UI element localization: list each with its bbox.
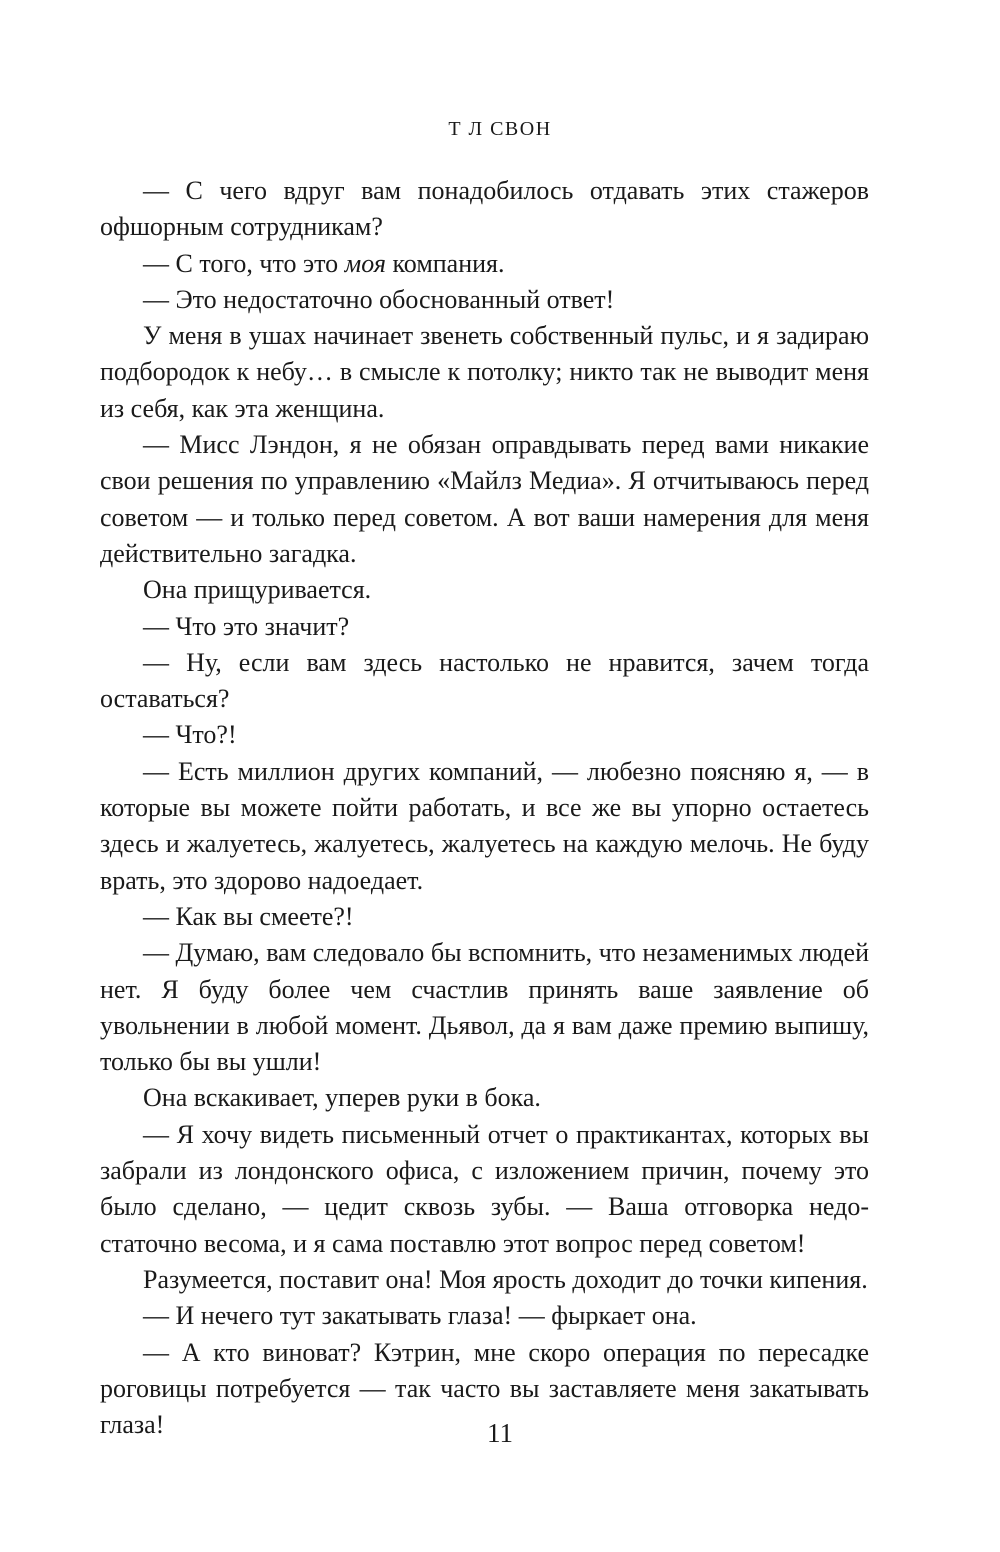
paragraph-text: — С того, что это [143,248,345,278]
body-text [100,173,869,1443]
paragraph: — Думаю, вам следовало бы вспомнить, что незаменимых людей нет. Я буду более чем счастлив принять ваше заявление об увольнении в любой момент. Дьявол, да я вам даже премию выпишу, только бы вы ушли! [100,938,869,1077]
paragraph [100,246,869,282]
paragraph: Она вскакивает, уперев руки в бока. [143,1083,541,1113]
paragraph: — Что это значит? [143,611,350,641]
paragraph: — С чего вдруг вам понадобилось отдавать этих стажеров офшорным сотрудникам? [100,176,869,242]
paragraph: — Что?! [143,720,237,750]
paragraph: — Мисс Лэндон, я не обязан оправдывать перед вами никакие свои решения по управлению «Майлз Медиа». Я отчитываюсь перед советом — и только перед советом. А вот ваши намерения для меня действительно загадка. [100,430,869,568]
paragraph: Она прищуривается. [143,575,372,605]
paragraph: — Есть миллион других компаний, — любезно поясняю я, — в которые вы можете пойти работать, и все же вы упорно остаетесь здесь и жалуетесь, жалуетесь, жалуетесь на каждую мелочь. Не буду врать, это здорово надоедает. [100,756,869,895]
paragraph: — А кто виноват? Кэтрин, мне скоро операция по пересадке роговицы потребуется — так часто вы заставляете меня закатывать глаза! [100,1337,869,1440]
running-head: Т Л СВОН [448,118,552,140]
paragraph: — Это недостаточно обоснованный ответ! [143,284,615,314]
paragraph: — Я хочу видеть письменный отчет о практикантах, которых вы забрали из лондонского офиса, с изложением причин, почему это было сделано, — цедит сквозь зубы. — Ваша отговорка недостаточно весома, и я сама поставлю этот вопрос перед советом! [100,1119,869,1258]
page-number: 11 [487,1418,513,1448]
paragraph: Разумеется, поставит она! Моя ярость доходит до точки кипения. [143,1264,868,1294]
emphasized-word: моя [344,248,386,278]
paragraph: У меня в ушах начинает звенеть собственный пульс, и я задираю подбородок к небу… в смысле к потолку; никто так не выводит меня из себя, как эта женщина. [100,321,869,423]
paragraph-text: компания. [386,248,505,278]
paragraph: — Ну, если вам здесь настолько не нравится, зачем тогда оставаться? [100,647,869,714]
paragraph: — Как вы смеете?! [143,901,354,931]
paragraph: — И нечего тут закатывать глаза! — фыркает она. [143,1301,697,1331]
